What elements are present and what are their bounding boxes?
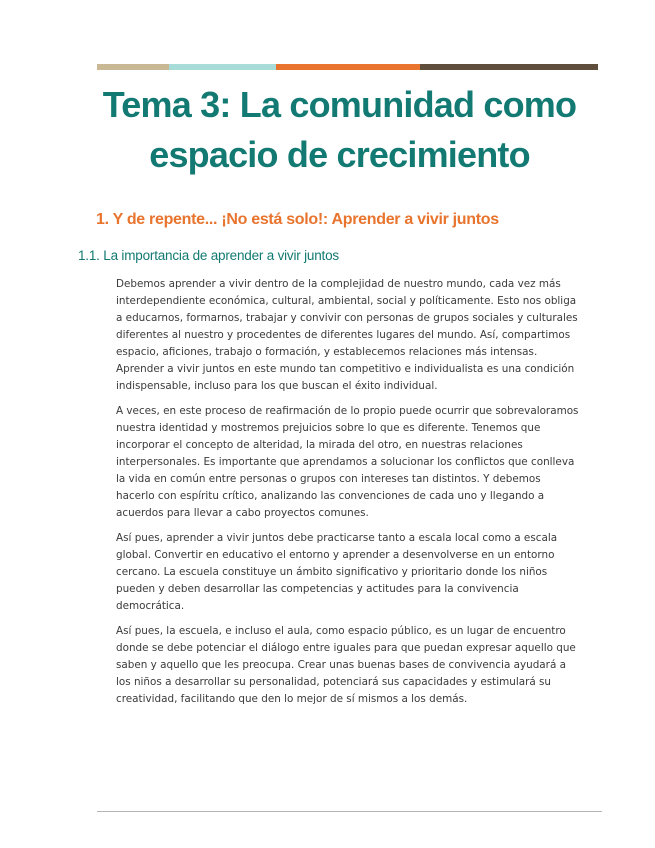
body-text <box>116 276 582 716</box>
color-bar-segment-brown <box>420 64 598 70</box>
paragraph-2: A veces, en este proceso de reafirmación de lo propio puede ocurrir que sobrevaloramos nuestra identidad y mostremos prejuicios sobre lo que es diferente. Tenemos que incorporar el concepto de alteridad, la mirada del otro, en nuestras relaciones interpersonales. Es importante que aprendamos a solucionar los conflictos que conlleva la vida en común entre personas o grupos con intereses tan distintos. Y debemos hacerlo con espíritu crítico, analizando las convenciones de cada uno y llegando a acuerdos para llevar a cabo proyectos comunes. <box>116 405 579 519</box>
decorative-color-bar <box>97 64 598 70</box>
color-bar-segment-orange <box>276 64 420 70</box>
color-bar-segment-mint <box>169 64 276 70</box>
paragraph-4: Así pues, la escuela, e incluso el aula, como espacio público, es un lugar de encuentro donde se debe potenciar el diálogo entre iguales para que puedan expresar aquello que saben y aquello que les preocupa. Crear unas buenas bases de convivencia ayudará a los niños a desarrollar su personalidad, potenciará sus capacidades y estimulará su creatividad, facilitando que den lo mejor de sí mismos a los demás. <box>116 625 576 705</box>
section-heading: 1. Y de repente... ¡No está solo!: Aprender a vivir juntos <box>96 211 499 228</box>
paragraph-3: Así pues, aprender a vivir juntos debe practicarse tanto a escala local como a escala global. Convertir en educativo el entorno y aprender a desenvolverse en un entorno cercano. La escuela constituye un ámbito significativo y prioritario donde los niños pueden y deben desarrollar las competencias y actitudes para la convivencia democrática. <box>116 532 558 612</box>
page-title-line-2: espacio de crecimiento <box>149 134 530 175</box>
page-title-line-1: Tema 3: La comunidad como <box>102 84 577 125</box>
subsection-heading: 1.1. La importancia de aprender a vivir juntos <box>78 248 339 263</box>
color-bar-segment-tan <box>97 64 169 70</box>
paragraph-1: Debemos aprender a vivir dentro de la complejidad de nuestro mundo, cada vez más interdependiente económica, cultural, ambiental, social y políticamente. Esto nos obliga a educarnos, formarnos, trabajar y convivir con personas de grupos sociales y culturales diferentes al nuestro y procedentes de diferentes lugares del mundo. Así, compartimos espacio, aficiones, trabajo o formación, y establecemos relaciones más intensas. Aprender a vivir juntos en este mundo tan competitivo e individualista es una condición indispensable, incluso para los que buscan el éxito individual. <box>116 278 578 392</box>
page-title <box>97 80 582 180</box>
footer-divider <box>97 811 602 812</box>
